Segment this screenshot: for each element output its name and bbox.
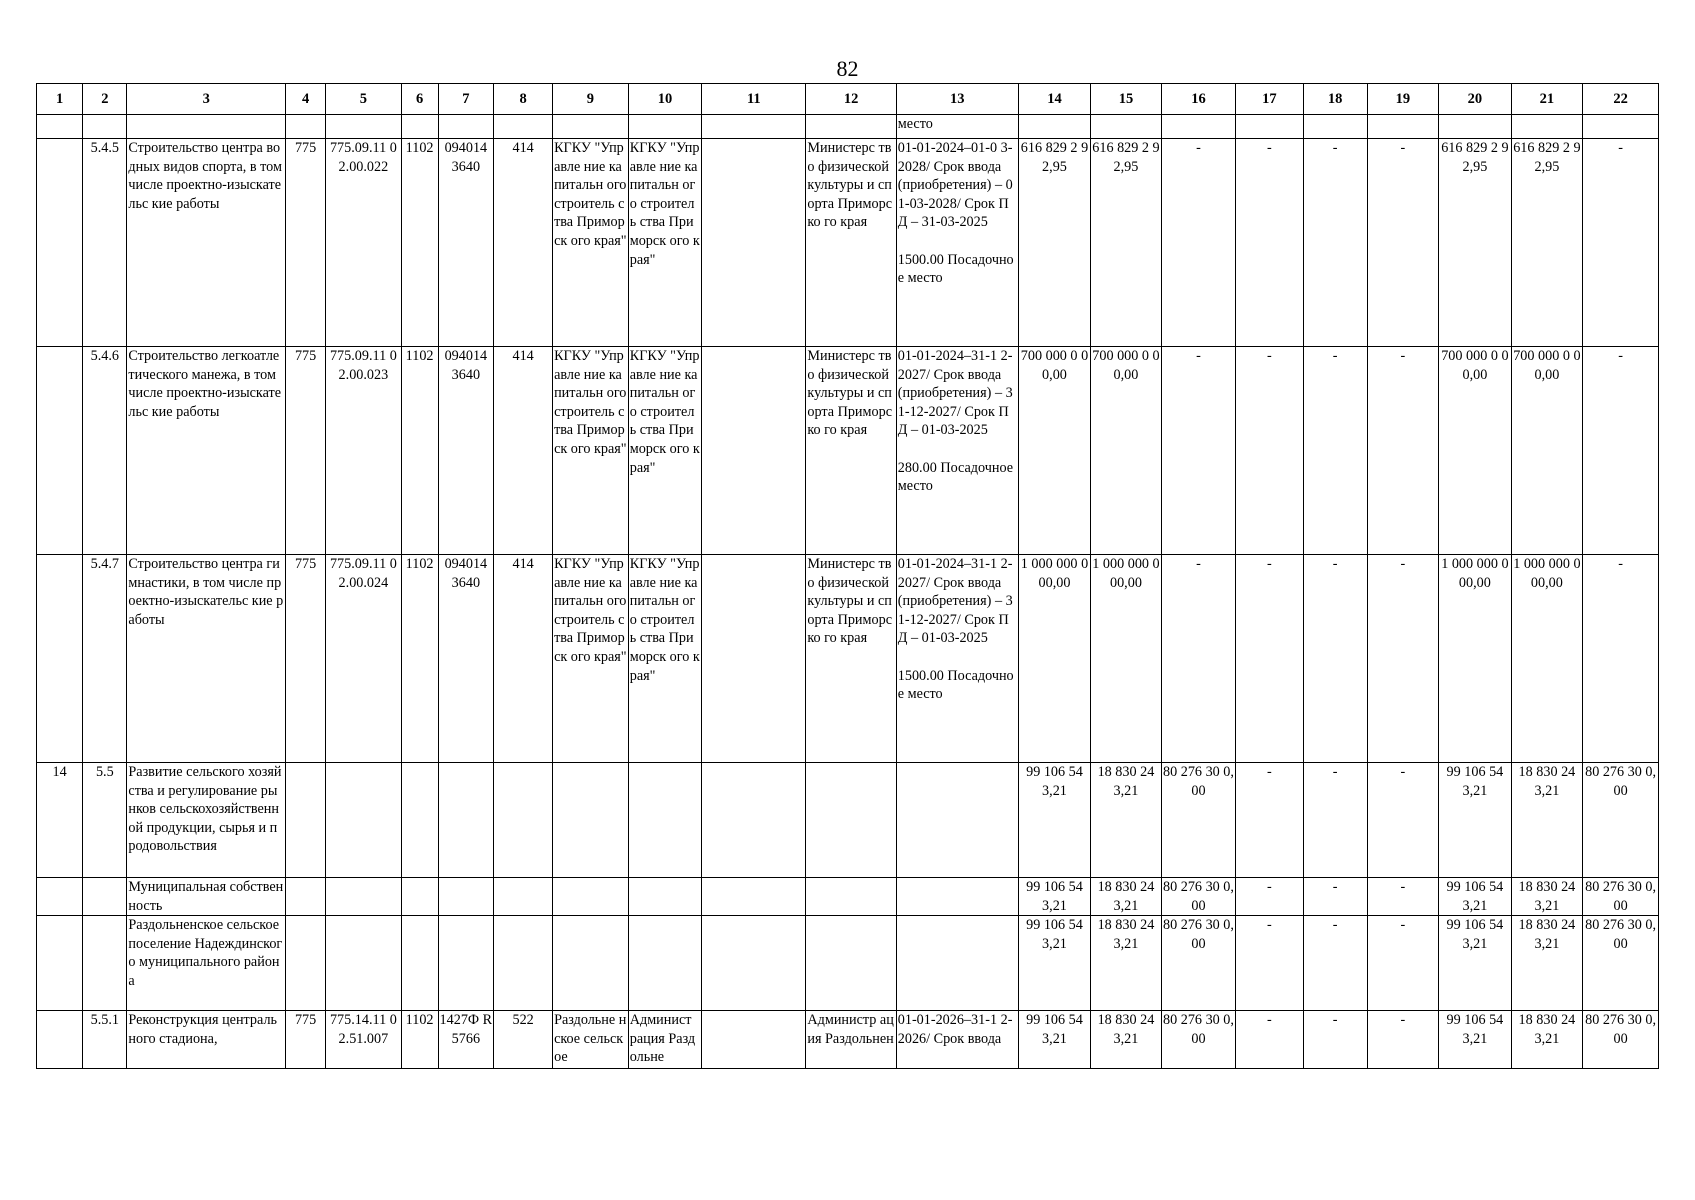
table-cell-col-8: 414: [494, 347, 553, 555]
table-cell-col-17: -: [1236, 763, 1303, 878]
table-cell-col-17: -: [1236, 555, 1303, 763]
table-cell-col-2: 5.5.1: [83, 1011, 127, 1069]
column-header-4: 4: [286, 84, 326, 115]
row-municipal: [37, 878, 1659, 916]
table-cell-col-1: 14: [37, 763, 83, 878]
table-cell-col-18: -: [1303, 916, 1367, 1011]
table-cell-col-21: 616 829 2 92,95: [1511, 139, 1582, 347]
table-cell-col-8: 414: [494, 555, 553, 763]
table-cell-col-5: 775.09.11 02.00.022: [326, 139, 402, 347]
table-cell-col-2: [83, 878, 127, 916]
table-cell-col-4: [286, 763, 326, 878]
table-cell-col-8: 522: [494, 1011, 553, 1069]
table-cell-col-20: 99 106 54 3,21: [1439, 878, 1512, 916]
table-cell-col-13: 01-01-2026–31-1 2-2026/ Срок ввода: [896, 1011, 1018, 1069]
table-cell-col-16: -: [1161, 555, 1236, 763]
table-cell-col-11: [702, 763, 806, 878]
table-cell-col-8: [494, 115, 553, 139]
table-cell-col-15: 18 830 24 3,21: [1091, 916, 1161, 1011]
table-cell-col-7: [438, 763, 494, 878]
table-cell-col-14: 700 000 0 00,00: [1018, 347, 1091, 555]
table-cell-col-9: [553, 878, 629, 916]
table-cell-col-9: КГКУ "Управле ние капитальн ого строитель ства Приморск ого края": [553, 555, 629, 763]
table-cell-col-21: 18 830 24 3,21: [1511, 878, 1582, 916]
table-cell-col-22: [1583, 115, 1659, 139]
table-cell-col-2: 5.4.6: [83, 347, 127, 555]
table-cell-col-5: [326, 763, 402, 878]
table-cell-col-20: 1 000 000 000,00: [1439, 555, 1512, 763]
table-cell-col-1: [37, 878, 83, 916]
table-cell-col-6: [401, 878, 438, 916]
table-cell-col-10: [628, 916, 702, 1011]
table-cell-col-16: 80 276 30 0,00: [1161, 1011, 1236, 1069]
table-cell-col-4: [286, 916, 326, 1011]
table-cell-col-1: [37, 555, 83, 763]
column-header-11: 11: [702, 84, 806, 115]
table-cell-col-5: 775.09.11 02.00.024: [326, 555, 402, 763]
table-cell-col-2: [83, 115, 127, 139]
table-cell-col-11: [702, 878, 806, 916]
table-cell-col-7: 094014 3640: [438, 139, 494, 347]
column-header-3: 3: [127, 84, 286, 115]
table-cell-col-7: 1427Ф R5766: [438, 1011, 494, 1069]
table-cell-col-19: -: [1367, 1011, 1438, 1069]
table-cell-col-22: -: [1583, 347, 1659, 555]
table-cell-col-11: [702, 139, 806, 347]
table-cell-col-10: [628, 878, 702, 916]
table-cell-col-14: 1 000 000 000,00: [1018, 555, 1091, 763]
table-cell-col-18: -: [1303, 347, 1367, 555]
table-cell-col-1: [37, 916, 83, 1011]
table-cell-col-8: [494, 763, 553, 878]
table-cell-col-6: [401, 115, 438, 139]
table-cell-col-17: -: [1236, 347, 1303, 555]
table-cell-col-14: 99 106 54 3,21: [1018, 763, 1091, 878]
table-cell-col-16: 80 276 30 0,00: [1161, 878, 1236, 916]
table-cell-col-19: -: [1367, 555, 1438, 763]
column-header-2: 2: [83, 84, 127, 115]
table-cell-col-5: [326, 878, 402, 916]
table-cell-col-18: -: [1303, 1011, 1367, 1069]
table-cell-col-19: -: [1367, 916, 1438, 1011]
table-cell-col-3: Реконструкция центрального стадиона,: [127, 1011, 286, 1069]
table-cell-col-19: -: [1367, 878, 1438, 916]
column-header-16: 16: [1161, 84, 1236, 115]
table-cell-col-13: 01-01-2024–01-0 3-2028/ Срок ввода (приобретения) – 01-03-2028/ Срок ПД – 31-03-2025 1500.00 Посадочное место: [896, 139, 1018, 347]
column-header-19: 19: [1367, 84, 1438, 115]
table-cell-col-6: [401, 763, 438, 878]
table-cell-col-9: КГКУ "Управле ние капитальн ого строитель ства Приморск ого края": [553, 139, 629, 347]
table-cell-col-4: 775: [286, 347, 326, 555]
table-cell-col-4: [286, 878, 326, 916]
table-cell-col-9: [553, 115, 629, 139]
table-cell-col-17: -: [1236, 878, 1303, 916]
table-cell-col-17: -: [1236, 1011, 1303, 1069]
table-cell-col-13: 01-01-2024–31-1 2-2027/ Срок ввода (приобретения) – 31-12-2027/ Срок ПД – 01-03-2025 280.00 Посадочное место: [896, 347, 1018, 555]
table-cell-col-19: -: [1367, 347, 1438, 555]
table-cell-col-3: Раздольненское сельское поселение Надеждинского муниципального района: [127, 916, 286, 1011]
table-cell-col-13: [896, 763, 1018, 878]
table-cell-col-4: 775: [286, 139, 326, 347]
table-cell-col-12: Министерс тво физической культуры и спорта Приморско го края: [806, 555, 896, 763]
table-cell-col-5: [326, 916, 402, 1011]
header-row: [37, 84, 1659, 115]
table-cell-col-6: 1102: [401, 347, 438, 555]
column-header-18: 18: [1303, 84, 1367, 115]
table-cell-col-15: 700 000 0 00,00: [1091, 347, 1161, 555]
column-header-6: 6: [401, 84, 438, 115]
table-cell-col-10: Админист рация Раздольне: [628, 1011, 702, 1069]
table-cell-col-12: [806, 916, 896, 1011]
table-cell-col-7: [438, 916, 494, 1011]
table-cell-col-3: Муниципальная собственность: [127, 878, 286, 916]
table-cell-col-5: 775.14.11 02.51.007: [326, 1011, 402, 1069]
table-cell-col-18: -: [1303, 878, 1367, 916]
table-cell-col-20: 99 106 54 3,21: [1439, 763, 1512, 878]
table-cell-col-18: -: [1303, 139, 1367, 347]
table-cell-col-15: 18 830 24 3,21: [1091, 878, 1161, 916]
table-cell-col-2: [83, 916, 127, 1011]
table-cell-col-3: Строительство центра гимнастики, в том числе проектно-изыскательс кие работы: [127, 555, 286, 763]
column-header-21: 21: [1511, 84, 1582, 115]
row-5-4-6: [37, 347, 1659, 555]
table-cell-col-21: [1511, 115, 1582, 139]
budget-table: [36, 83, 1659, 1069]
page-number: 82: [836, 56, 859, 81]
table-cell-col-8: 414: [494, 139, 553, 347]
table-cell-col-15: 1 000 000 000,00: [1091, 555, 1161, 763]
table-cell-col-21: 700 000 0 00,00: [1511, 347, 1582, 555]
table-cell-col-18: [1303, 115, 1367, 139]
table-cell-col-9: [553, 916, 629, 1011]
table-cell-col-12: Министерс тво физической культуры и спорта Приморско го края: [806, 139, 896, 347]
table-cell-col-14: 99 106 54 3,21: [1018, 878, 1091, 916]
table-cell-col-15: 616 829 2 92,95: [1091, 139, 1161, 347]
table-cell-col-16: 80 276 30 0,00: [1161, 763, 1236, 878]
table-cell-col-17: -: [1236, 916, 1303, 1011]
table-cell-col-16: 80 276 30 0,00: [1161, 916, 1236, 1011]
table-cell-col-16: [1161, 115, 1236, 139]
table-cell-col-10: КГКУ "Управле ние капитальн ого строитель ства Приморск ого края": [628, 555, 702, 763]
table-cell-col-15: [1091, 115, 1161, 139]
table-cell-col-22: 80 276 30 0,00: [1583, 878, 1659, 916]
table-cell-col-7: 094014 3640: [438, 347, 494, 555]
table-cell-col-6: 1102: [401, 555, 438, 763]
table-cell-col-20: 700 000 0 00,00: [1439, 347, 1512, 555]
table-cell-col-13: 01-01-2024–31-1 2-2027/ Срок ввода (приобретения) – 31-12-2027/ Срок ПД – 01-03-2025 1500.00 Посадочное место: [896, 555, 1018, 763]
column-header-5: 5: [326, 84, 402, 115]
table-cell-col-2: 5.5: [83, 763, 127, 878]
table-cell-col-4: 775: [286, 555, 326, 763]
row-5-5: [37, 763, 1659, 878]
table-cell-col-10: КГКУ "Управле ние капитальн ого строитель ства Приморск ого края": [628, 347, 702, 555]
table-cell-col-11: [702, 916, 806, 1011]
table-cell-col-17: [1236, 115, 1303, 139]
row-continuation: [37, 115, 1659, 139]
table-cell-col-14: 99 106 54 3,21: [1018, 916, 1091, 1011]
table-cell-col-11: [702, 555, 806, 763]
table-cell-col-15: 18 830 24 3,21: [1091, 763, 1161, 878]
column-header-14: 14: [1018, 84, 1091, 115]
table-cell-col-7: [438, 878, 494, 916]
table-cell-col-2: 5.4.7: [83, 555, 127, 763]
table-cell-col-6: [401, 916, 438, 1011]
table-cell-col-11: [702, 347, 806, 555]
column-header-1: 1: [37, 84, 83, 115]
column-header-20: 20: [1439, 84, 1512, 115]
table-cell-col-12: Администр ация Раздольнен: [806, 1011, 896, 1069]
column-header-15: 15: [1091, 84, 1161, 115]
table-cell-col-1: [37, 139, 83, 347]
table-cell-col-16: -: [1161, 139, 1236, 347]
table-cell-col-12: [806, 878, 896, 916]
table-cell-col-18: -: [1303, 555, 1367, 763]
table-cell-col-9: КГКУ "Управле ние капитальн ого строитель ства Приморск ого края": [553, 347, 629, 555]
table-cell-col-3: Строительство легкоатлетического манежа, в том числе проектно-изыскательс кие работы: [127, 347, 286, 555]
table-cell-col-10: [628, 115, 702, 139]
table-cell-col-13: [896, 878, 1018, 916]
table-cell-col-5: [326, 115, 402, 139]
table-cell-col-19: -: [1367, 139, 1438, 347]
table-cell-col-12: [806, 115, 896, 139]
table-cell-col-22: 80 276 30 0,00: [1583, 763, 1659, 878]
table-cell-col-14: 616 829 2 92,95: [1018, 139, 1091, 347]
row-5-4-5: [37, 139, 1659, 347]
table-cell-col-20: 99 106 54 3,21: [1439, 916, 1512, 1011]
table-cell-col-7: 094014 3640: [438, 555, 494, 763]
table-cell-col-11: [702, 1011, 806, 1069]
column-header-8: 8: [494, 84, 553, 115]
table-cell-col-1: [37, 347, 83, 555]
column-header-7: 7: [438, 84, 494, 115]
table-cell-col-21: 18 830 24 3,21: [1511, 763, 1582, 878]
table-cell-col-11: [702, 115, 806, 139]
table-cell-col-2: 5.4.5: [83, 139, 127, 347]
table-cell-col-8: [494, 878, 553, 916]
table-cell-col-17: -: [1236, 139, 1303, 347]
table-body: [37, 115, 1659, 1069]
table-cell-col-13: место: [896, 115, 1018, 139]
table-cell-col-12: [806, 763, 896, 878]
table-cell-col-14: [1018, 115, 1091, 139]
table-cell-col-22: -: [1583, 139, 1659, 347]
table-cell-col-14: 99 106 54 3,21: [1018, 1011, 1091, 1069]
column-header-22: 22: [1583, 84, 1659, 115]
table-cell-col-22: 80 276 30 0,00: [1583, 1011, 1659, 1069]
table-cell-col-20: [1439, 115, 1512, 139]
table-cell-col-22: 80 276 30 0,00: [1583, 916, 1659, 1011]
table-cell-col-10: [628, 763, 702, 878]
table-cell-col-20: 616 829 2 92,95: [1439, 139, 1512, 347]
table-cell-col-19: [1367, 115, 1438, 139]
table-cell-col-15: 18 830 24 3,21: [1091, 1011, 1161, 1069]
table-cell-col-5: 775.09.11 02.00.023: [326, 347, 402, 555]
table-cell-col-22: -: [1583, 555, 1659, 763]
table-cell-col-4: [286, 115, 326, 139]
table-cell-col-8: [494, 916, 553, 1011]
table-cell-col-1: [37, 115, 83, 139]
column-header-17: 17: [1236, 84, 1303, 115]
table-cell-col-21: 1 000 000 000,00: [1511, 555, 1582, 763]
column-header-9: 9: [553, 84, 629, 115]
table-cell-col-3: Строительство центра водных видов спорта, в том числе проектно-изыскательс кие работы: [127, 139, 286, 347]
column-header-12: 12: [806, 84, 896, 115]
table-cell-col-21: 18 830 24 3,21: [1511, 1011, 1582, 1069]
table-cell-col-1: [37, 1011, 83, 1069]
table-cell-col-3: Развитие сельского хозяйства и регулирование рынков сельскохозяйственной продукции, сырья и продовольствия: [127, 763, 286, 878]
table-cell-col-20: 99 106 54 3,21: [1439, 1011, 1512, 1069]
table-cell-col-18: -: [1303, 763, 1367, 878]
column-header-10: 10: [628, 84, 702, 115]
table-cell-col-7: [438, 115, 494, 139]
table-cell-col-4: 775: [286, 1011, 326, 1069]
table-cell-col-19: -: [1367, 763, 1438, 878]
row-5-4-7: [37, 555, 1659, 763]
table-cell-col-9: Раздольне нское сельское: [553, 1011, 629, 1069]
table-cell-col-3: [127, 115, 286, 139]
table-cell-col-9: [553, 763, 629, 878]
table-cell-col-6: 1102: [401, 139, 438, 347]
table-cell-col-13: [896, 916, 1018, 1011]
row-5-5-1: [37, 1011, 1659, 1069]
table-cell-col-16: -: [1161, 347, 1236, 555]
row-razdolnenskoe: [37, 916, 1659, 1011]
table-cell-col-21: 18 830 24 3,21: [1511, 916, 1582, 1011]
table-cell-col-6: 1102: [401, 1011, 438, 1069]
table-cell-col-10: КГКУ "Управле ние капитальн ого строитель ства Приморск ого края": [628, 139, 702, 347]
table-cell-col-12: Министерс тво физической культуры и спорта Приморско го края: [806, 347, 896, 555]
column-header-13: 13: [896, 84, 1018, 115]
